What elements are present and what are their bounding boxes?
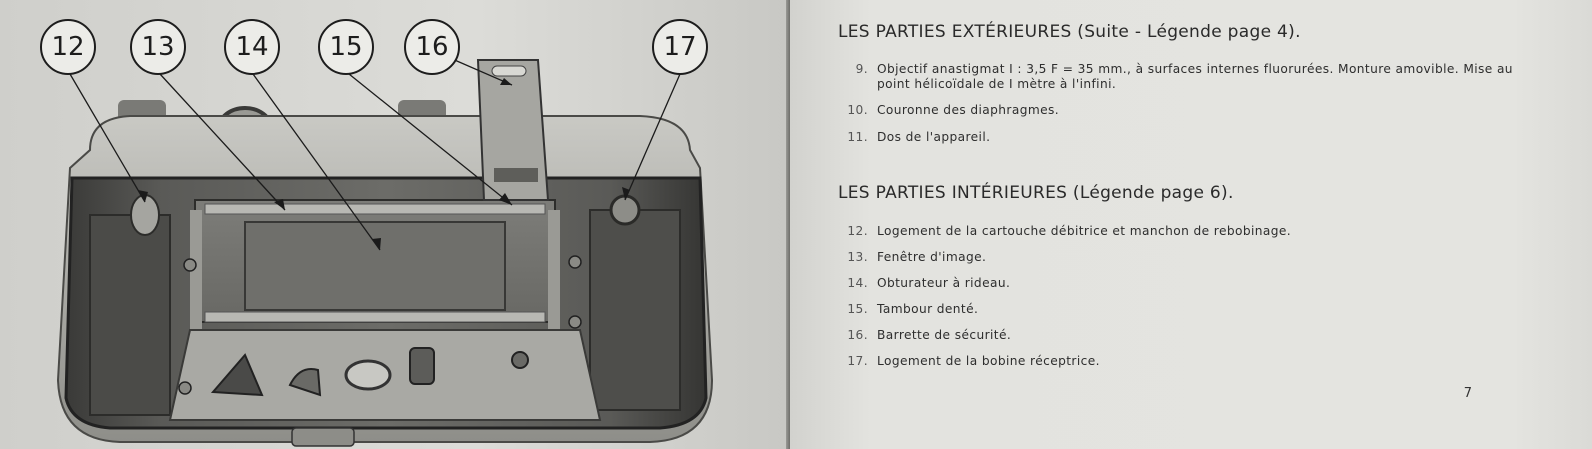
legend-item: [838, 250, 1517, 265]
item-number: 9.: [855, 62, 868, 76]
legend-item: [838, 354, 1517, 369]
item-text: Tambour denté.: [877, 302, 979, 316]
callout-13: 13: [130, 19, 186, 75]
bottom-lever: [410, 348, 434, 384]
item-text: Dos de l'appareil.: [877, 130, 991, 144]
item-text: Logement de la bobine réceptrice.: [877, 354, 1100, 368]
page-number: 7: [1463, 386, 1472, 401]
legend-item: [838, 328, 1517, 343]
callout-17: 17: [652, 19, 708, 75]
legend-item: [838, 62, 1517, 92]
image-window: [245, 222, 505, 310]
legend-item: [838, 103, 1517, 118]
item-text: Barrette de sécurité.: [877, 328, 1012, 342]
left-page: [0, 0, 790, 449]
item-text: Logement de la cartouche débitrice et manchon de rebobinage.: [877, 224, 1292, 238]
item-text: Objectif anastigmat I : 3,5 F = 35 mm., à surfaces internes fluorurées. Monture amovible. Mise au point hélicoïdale de I mètre à l'infini.: [877, 62, 1513, 91]
callout-15: 15: [318, 19, 374, 75]
bottom-oval: [346, 361, 390, 389]
takeup-chamber: [590, 210, 680, 410]
item-text: Obturateur à rideau.: [877, 276, 1011, 290]
item-number: 17.: [847, 354, 868, 368]
item-text: Fenêtre d'image.: [877, 250, 987, 264]
callout-16: 16: [404, 19, 460, 75]
item-number: 16.: [847, 328, 868, 342]
item-number: 12.: [847, 224, 868, 238]
legend-item: [838, 302, 1517, 317]
item-number: 11.: [847, 130, 868, 144]
legend-item: [838, 276, 1517, 291]
takeup-spool: [611, 196, 639, 224]
item-number: 14.: [847, 276, 868, 290]
item-number: 15.: [847, 302, 868, 316]
legend-item: [838, 224, 1517, 239]
legend-item: [838, 130, 1517, 145]
bottom-knob: [292, 428, 354, 446]
item-number: 10.: [847, 103, 868, 117]
item-number: 13.: [847, 250, 868, 264]
callout-12: 12: [40, 19, 96, 75]
right-page: [790, 0, 1592, 449]
item-text: Couronne des diaphragmes.: [877, 103, 1060, 117]
interior-heading: LES PARTIES INTÉRIEURES (Légende page 6).: [838, 183, 1234, 203]
callout-14: 14: [224, 19, 280, 75]
supply-chamber: [90, 215, 170, 415]
exterior-heading: LES PARTIES EXTÉRIEURES (Suite - Légende page 4).: [838, 22, 1301, 42]
